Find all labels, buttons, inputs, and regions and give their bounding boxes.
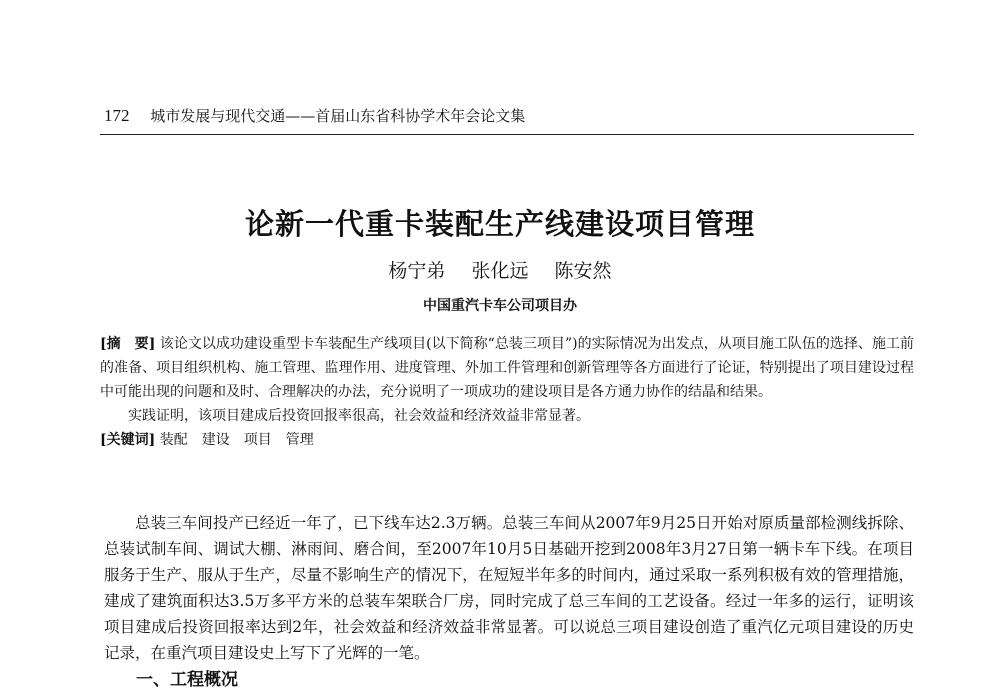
- author-list: [0, 258, 1000, 284]
- author-name: 张化远: [471, 260, 529, 282]
- body-paragraph: 总装三车间投产已经近一年了，已下线车达2.3万辆。总装三车间从2007年9月25日开始对原质量部检测线拆除、总装试制车间、调试大棚、淋雨间、磨合间，至2007年10月5日基础开挖到2008年3月27日第一辆卡车下线。在项目服务于生产、服从于生产，尽量不影响生产的情况下，在短短半年多的时间内，通过采取一系列积极有效的管理措施，建成了建筑面积达3.5万多平方米的总装车架联合厂房，同时完成了总三车间的工艺设备。经过一年多的运行，证明该项目建成后投资回报率达到2年，社会效益和经济效益非常显著。可以说总三项目建设创造了重汽亿元项目建设的历史记录，在重汽项目建设史上写下了光辉的一笔。: [104, 514, 914, 662]
- abstract-second-paragraph: 实践证明，该项目建成后投资回报率很高，社会效益和经济效益非常显著。: [128, 408, 590, 424]
- running-title: 城市发展与现代交通——首届山东省科协学术年会论文集: [150, 107, 526, 125]
- abstract-label: [摘 要]: [100, 336, 156, 352]
- abstract-paragraph: [100, 332, 914, 404]
- article-title: 论新一代重卡装配生产线建设项目管理: [244, 207, 755, 241]
- keywords-text: 装配 建设 项目 管理: [159, 432, 314, 448]
- header-rule: [100, 134, 914, 135]
- page-number: 172: [104, 106, 130, 125]
- keywords-label: [关键词]: [100, 432, 156, 448]
- author-name: 杨宁弟: [388, 260, 446, 282]
- keywords-line: [100, 428, 914, 452]
- author-affiliation: 中国重汽卡车公司项目办: [423, 298, 577, 314]
- section-heading: 一、工程概况: [136, 670, 238, 690]
- running-header: [104, 106, 914, 126]
- author-name: 陈安然: [554, 260, 612, 282]
- abstract-block: [100, 332, 914, 452]
- body-text: [104, 510, 914, 666]
- abstract-text: 该论文以成功建设重型卡车装配生产线项目(以下简称“总装三项目”)的实际情况为出发点，从项目施工队伍的选择、施工前的准备、项目组织机构、施工管理、监理作用、进度管理、外加工件管理和创新管理等各方面进行了论证，特别提出了项目建设过程中可能出现的问题和及时、合理解决的办法，充分说明了一项成功的建设项目是各方通力协作的结晶和结果。: [100, 336, 914, 400]
